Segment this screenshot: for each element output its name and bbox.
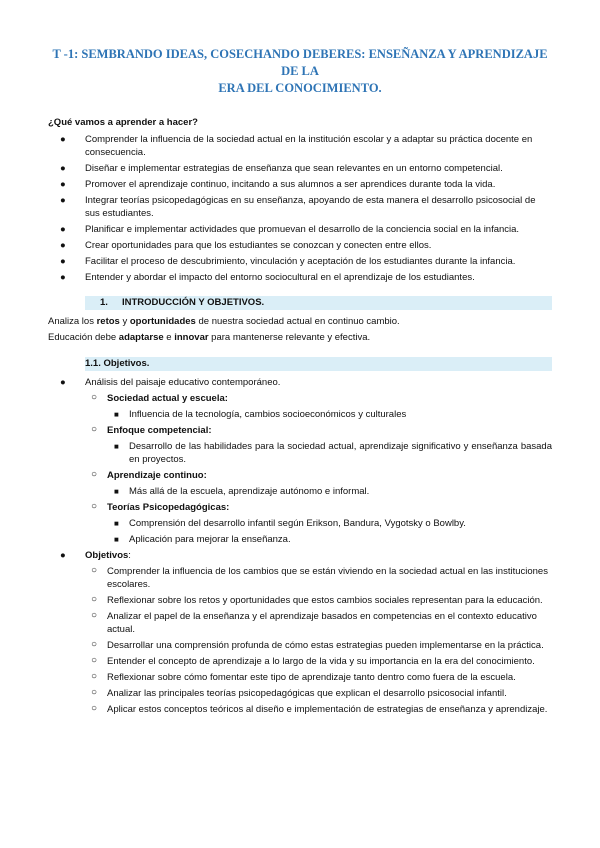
bullet-icon: ● — [60, 224, 66, 235]
section-1-heading — [85, 296, 552, 310]
list-item: ■ Comprensión del desarrollo infantil según Erikson, Bandura, Vygotsky o Bowlby. — [114, 518, 466, 529]
bullet-icon: ● — [60, 240, 66, 251]
list-item: ● Diseñar e implementar estrategias de enseñanza que sean relevantes en un entorno competencial. — [60, 163, 503, 174]
bullet-icon: ● — [60, 195, 66, 206]
list-item: ○ Aplicar estos conceptos teóricos al diseño e implementación de estrategias de enseñanza y aprendizaje. — [91, 703, 548, 715]
square-bullet-icon: ■ — [114, 442, 119, 451]
list-item: ○ Desarrollar una comprensión profunda de cómo estas estrategias pueden implementarse en la práctica. — [91, 639, 544, 651]
section-1-1-heading — [85, 357, 552, 371]
bullet-icon: ● — [60, 272, 66, 283]
list-item: ○ Reflexionar sobre cómo fomentar este tipo de aprendizaje tanto dentro como fuera de la escuela. — [91, 671, 516, 683]
square-bullet-icon: ■ — [114, 410, 119, 419]
square-bullet-icon: ■ — [114, 487, 119, 496]
list-item: ● Planificar e implementar actividades que promuevan el desarrollo de la conciencia social en la infancia. — [60, 224, 520, 235]
section-1-paragraph-2: Educación debe adaptarse e innovar para mantenerse relevante y efectiva. — [48, 332, 371, 343]
circle-bullet-icon: ○ — [91, 671, 98, 682]
square-bullet-icon: ■ — [114, 519, 119, 528]
list-item: ○ Teorías Psicopedagógicas: ■ Comprensión del desarrollo infantil según Erikson, Bandura, Vygotsky o Bowlby. ■ Aplicación para mejorar la enseñanza. — [85, 501, 552, 546]
objetivos-label: Objetivos — [85, 550, 129, 561]
section-1-1-title: 1.1. Objetivos. — [85, 358, 150, 369]
list-item: ○ Enfoque competencial: ■ Desarrollo de las habilidades para la sociedad actual, aprendizaje significativo y enseñanza basada en proyectos. — [91, 424, 552, 465]
title-line-1: T -1: SEMBRANDO IDEAS, COSECHANDO DEBERES: ENSEÑANZA Y APRENDIZAJE DE LA — [52, 47, 548, 78]
list-item: ○ Aprendizaje continuo: ■ Más allá de la escuela, aprendizaje autónomo e informal. — [85, 469, 552, 498]
list-item: ○ Reflexionar sobre los retos y oportunidades que estos cambios sociales representan para la educación. — [91, 594, 543, 606]
list-item: ■ Aplicación para mejorar la enseñanza. — [114, 534, 291, 545]
intro-list — [48, 133, 552, 284]
list-item: ■ Más allá de la escuela, aprendizaje autónomo e informal. — [114, 486, 370, 497]
circle-bullet-icon: ○ — [91, 469, 98, 480]
list-item: ○ Entender el concepto de aprendizaje a lo largo de la vida y su importancia en la era del conocimiento. — [91, 655, 535, 667]
circle-bullet-icon: ○ — [91, 610, 98, 621]
list-item: ○ Sociedad actual y escuela: ■ Influencia de la tecnología, cambios socioeconómicos y culturales — [85, 392, 552, 421]
bullet-icon: ● — [60, 377, 66, 388]
section-1-number: 1. — [100, 297, 108, 308]
circle-bullet-icon: ○ — [91, 565, 98, 576]
circle-bullet-icon: ○ — [91, 639, 98, 650]
analysis-label: Análisis del paisaje educativo contemporáneo. — [85, 377, 281, 388]
list-item: ● Crear oportunidades para que los estudiantes se conozcan y conecten entre ellos. — [60, 240, 432, 251]
circle-bullet-icon: ○ — [91, 655, 98, 666]
list-item: ■ Influencia de la tecnología, cambios socioeconómicos y culturales — [114, 409, 407, 420]
list-item: ● Facilitar el proceso de descubrimiento, vinculación y aceptación de los estudiantes durante la infancia. — [60, 256, 516, 267]
objetivos-sublist — [85, 565, 552, 716]
circle-bullet-icon: ○ — [91, 703, 98, 714]
bullet-icon: ● — [60, 179, 66, 190]
bullet-icon: ● — [60, 550, 66, 561]
list-item: ○ Analizar el papel de la enseñanza y el aprendizaje basados en competencias en el contexto educativo actual. — [91, 610, 537, 635]
title-line-2: ERA DEL CONOCIMIENTO. — [218, 81, 382, 95]
square-bullet-icon: ■ — [114, 535, 119, 544]
list-item: ● Objetivos: ○ Comprender la influencia de los cambios que se están viviendo en la sociedad actual en las instituciones escolares. ○ Reflexionar sobre los retos y oportunidades que estos cambios sociales representan para la educación. ○ Analizar el papel de la enseñanza y el aprendizaje basados en competencias en el contexto educativo actual. ○ Desarrollar una comprensión profunda de cómo estas estrategias pueden implementarse en la práctica. ○ Entender el concepto de aprendizaje a lo largo de la vida y su importancia en la era del conocimiento. ○ Reflexionar sobre cómo fomentar este tipo de aprendizaje tanto dentro como fuera de la escuela. ○ Analizar las principales teorías psicopedagógicas que explican el desarrollo psicosocial infantil. ○ Aplicar estos conceptos teóricos al diseño e implementación de estrategias de enseñanza y aprendizaje. — [48, 549, 552, 716]
intro-question: ¿Qué vamos a aprender a hacer? — [48, 117, 198, 128]
circle-bullet-icon: ○ — [91, 392, 98, 403]
section-1-title: INTRODUCCIÓN Y OBJETIVOS. — [122, 297, 265, 308]
circle-bullet-icon: ○ — [91, 594, 98, 605]
list-item: ■ Desarrollo de las habilidades para la sociedad actual, aprendizaje significativo y enseñanza basada en proyectos. — [114, 441, 552, 465]
list-item: ○ Analizar las principales teorías psicopedagógicas que explican el desarrollo psicosocial infantil. — [91, 687, 507, 699]
bullet-icon: ● — [60, 134, 66, 145]
list-item: ● Comprender la influencia de la sociedad actual en la institución escolar y a adaptar su práctica docente en consecuencia. — [60, 134, 533, 158]
circle-bullet-icon: ○ — [91, 424, 98, 435]
bullet-icon: ● — [60, 163, 66, 174]
document-title — [48, 46, 552, 97]
circle-bullet-icon: ○ — [91, 687, 98, 698]
circle-bullet-icon: ○ — [91, 501, 98, 512]
list-item: ● Integrar teorías psicopedagógicas en su enseñanza, apoyando de esta manera el desarrollo psicosocial de sus estudiantes. — [60, 195, 536, 219]
section-1-paragraph-1: Analiza los retos y oportunidades de nuestra sociedad actual en continuo cambio. — [48, 316, 400, 327]
list-item — [48, 376, 552, 546]
list-item: ● Entender y abordar el impacto del entorno sociocultural en el aprendizaje de los estudiantes. — [60, 272, 475, 283]
bullet-icon: ● — [60, 256, 66, 267]
list-item: ○ Comprender la influencia de los cambios que se están viviendo en la sociedad actual en las instituciones escolares. — [91, 565, 548, 590]
list-item: ● Promover el aprendizaje continuo, incitando a sus alumnos a ser aprendices durante toda la vida. — [60, 179, 496, 190]
objectives-outline — [48, 376, 552, 716]
analysis-sublist — [85, 392, 552, 546]
